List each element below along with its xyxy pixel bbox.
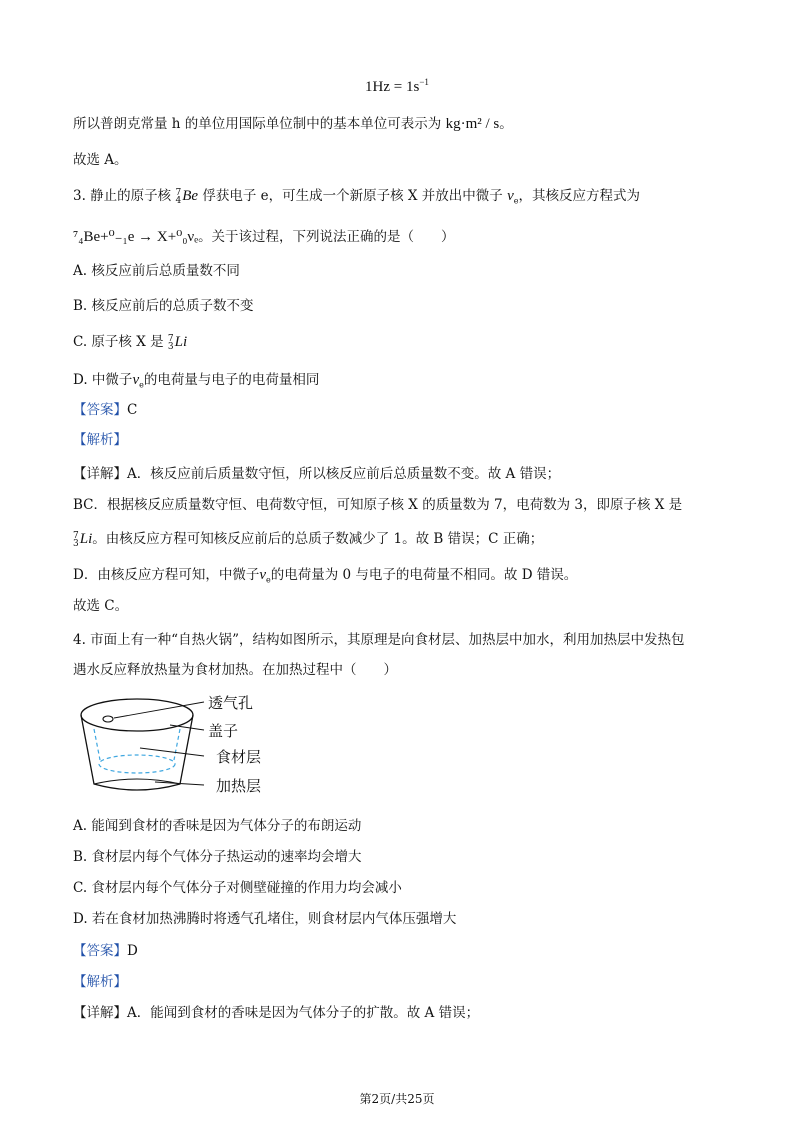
li-mass-2: 7 [73, 530, 79, 541]
formula-exp: −1 [419, 77, 429, 87]
label-lid: 盖子 [208, 722, 239, 740]
be-nuclide-numbers [175, 189, 181, 205]
top-formula [0, 73, 794, 96]
q3-detail-d [73, 566, 577, 590]
formula-eq: = [393, 79, 403, 95]
q3-option-d [73, 371, 319, 395]
li-symbol: Li [174, 334, 188, 350]
be-symbol: Be [182, 188, 199, 204]
q4-analysis-label: 【解析】 [73, 974, 127, 990]
label-vent: 透气孔 [208, 694, 254, 712]
q3-detail-a: 【详解】A．核反应前后质量数守恒，所以核反应前后总质量数不变。故 A 错误； [73, 466, 561, 482]
label-food-layer: 食材层 [216, 748, 262, 766]
q3-option-c [73, 333, 187, 351]
li-nuclide-numbers [168, 335, 174, 351]
q3-detail-bc-1: BC．根据核反应质量数守恒、电荷数守恒，可知原子核 X 的质量数为 7，电荷数为 3，即原子核 X 是 [73, 497, 683, 513]
q3-answer-label: 【答案】 [73, 402, 127, 418]
q3-detail-d-b: 的电荷量为 0 与电子的电荷量不相同。故 D 错误。 [270, 567, 578, 583]
li-charge: 3 [167, 341, 174, 352]
be-mass: 7 [175, 187, 182, 198]
q3-option-b: B. 核反应前后的总质子数不变 [73, 298, 254, 314]
be-charge: 4 [175, 195, 182, 206]
li-mass: 7 [167, 333, 174, 344]
q4-detail-a: 【详解】A．能闻到食材的香味是因为气体分子的扩散。故 A 错误； [73, 1005, 480, 1021]
nu-symbol-d: ν [132, 372, 140, 388]
q3-stem-a: 3. 静止的原子核 [73, 188, 172, 204]
formula-lhs: 1Hz [365, 79, 391, 95]
unit-line-text: 所以普朗克常量 h 的单位用国际单位制中的基本单位可表示为 [73, 116, 442, 132]
q3-choose: 故选 C。 [73, 598, 129, 614]
q4-option-d: D. 若在食材加热沸腾时将透气孔堵住，则食材层内气体压强增大 [73, 911, 457, 927]
nu-sub-detail: e [266, 575, 271, 585]
q3-detail-d-a: D．由核反应方程可知，中微子 [73, 567, 260, 583]
q4-answer-value: D [127, 943, 138, 959]
q3-detail-bc-2-text: 。由核反应方程可知核反应前后的总质子数减少了 1。故 B 错误；C 正确； [92, 531, 544, 547]
q4-option-b: B. 食材层内每个气体分子热运动的速率均会增大 [73, 849, 362, 865]
q4-answer-label: 【答案】 [73, 943, 127, 959]
unit-line-end: 。 [499, 116, 513, 132]
q3-stem-c: ，其核反应方程式为 [518, 188, 641, 204]
q3-option-d-a: D. 中微子 [73, 372, 133, 388]
q3-answer-value: C [127, 402, 138, 418]
q3-stem-b: 俘获电子 e，可生成一个新原子核 X 并放出中微子 [202, 188, 503, 204]
q4-answer [73, 942, 138, 960]
q3-option-a: A. 核反应前后总质量数不同 [73, 263, 240, 279]
nu-symbol-detail: ν [259, 567, 266, 583]
q4-option-c: C. 食材层内每个气体分子对侧壁碰撞的作用力均会减小 [73, 880, 402, 896]
nu-sub-d: e [139, 380, 144, 390]
q3-stem-tail: 。关于该过程，下列说法正确的是（ ） [198, 229, 455, 245]
formula-rhs: 1s [406, 79, 420, 95]
q3-stem-line2 [73, 228, 455, 246]
q3-option-d-b: 的电荷量与电子的电荷量相同 [143, 372, 320, 388]
q4-stem-line1: 4. 市面上有一种“自热火锅”，结构如图所示，其原理是向食材层、加热层中加水，利用加热层中发热包 [73, 632, 685, 648]
page-footer: 第2页/共25页 [359, 1092, 435, 1106]
q3-option-c-text: C. 原子核 X 是 [73, 334, 164, 350]
q4-stem-line2: 遇水反应释放热量为食材加热。在加热过程中（ ） [73, 662, 397, 678]
li-symbol-2: Li [79, 531, 93, 547]
hotpot-diagram [70, 688, 300, 806]
nu-sub: e [513, 196, 519, 206]
unit-expression: kg·m² / s [445, 116, 500, 132]
q3-stem-line1 [73, 187, 640, 211]
reaction-equation: ⁷₄Be+⁰₋₁e → X+⁰₀νₑ [73, 229, 199, 245]
li-nuclide-numbers-2 [73, 532, 79, 548]
label-heating-layer: 加热层 [216, 777, 262, 795]
li-charge-2: 3 [73, 538, 79, 549]
nu-symbol: ν [507, 188, 514, 204]
choose-a-line: 故选 A。 [73, 152, 128, 168]
q4-option-a: A. 能闻到食材的香味是因为气体分子的布朗运动 [73, 818, 362, 834]
unit-line [73, 115, 513, 133]
q3-answer [73, 401, 137, 419]
vent-hole-shape [103, 716, 113, 722]
q3-analysis-label: 【解析】 [73, 432, 127, 448]
q3-detail-bc-2 [73, 530, 543, 548]
